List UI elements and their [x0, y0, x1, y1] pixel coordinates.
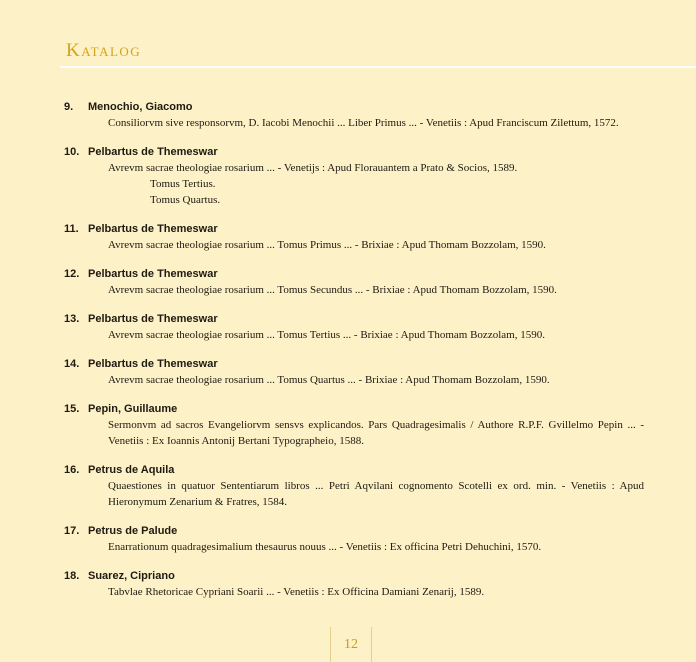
- entry-heading: [64, 356, 644, 372]
- entry-description: Consiliorvm sive responsorvm, D. Iacobi Menochii ... Liber Primus ... - Venetiis : Apud Franciscum Zilettum, 1572.: [108, 117, 619, 129]
- catalog-entry: [64, 401, 644, 449]
- entry-author: Petrus de Palude: [88, 525, 178, 537]
- entry-volume: Tomus Tertius.: [150, 178, 216, 190]
- entry-heading: [64, 401, 644, 417]
- entry-author: Pelbartus de Themeswar: [88, 223, 218, 235]
- entry-author: Pelbartus de Themeswar: [88, 358, 218, 370]
- entry-description: Sermonvm ad sacros Evangeliorvm sensvs explicandos. Pars Quadragesimalis / Authore R.P.F. Gvillelmo Pepin ... - Venetiis : Ex Ioannis Antonij Bertani Typographeio, 1588.: [108, 419, 644, 447]
- entry-number: 12.: [64, 268, 80, 280]
- entry-volume: Tomus Quartus.: [150, 194, 221, 206]
- catalog-entry: [64, 462, 644, 510]
- entry-number: 15.: [64, 403, 80, 415]
- catalog-entry: [64, 356, 644, 388]
- entry-author: Petrus de Aquila: [88, 464, 175, 476]
- catalog-entry: [64, 144, 644, 208]
- catalog-entry: [64, 523, 644, 555]
- entry-number: 13.: [64, 313, 80, 325]
- entry-number: 9.: [64, 101, 74, 113]
- entry-author: Menochio, Giacomo: [88, 101, 193, 113]
- page-number-box: [330, 627, 372, 662]
- catalog-entry: [64, 221, 644, 253]
- entry-heading: [64, 462, 644, 478]
- catalog-entries: [64, 99, 644, 613]
- entry-description: Tabvlae Rhetoricae Cypriani Soarii ... - Venetiis : Ex Officina Damiani Zenarij, 1589.: [108, 586, 485, 598]
- entry-author: Pelbartus de Themeswar: [88, 313, 218, 325]
- entry-heading: [64, 144, 644, 160]
- entry-author: Pelbartus de Themeswar: [88, 268, 218, 280]
- page-number: 12: [344, 636, 358, 652]
- entry-number: 10.: [64, 146, 80, 158]
- entry-heading: [64, 311, 644, 327]
- entry-heading: [64, 568, 644, 584]
- catalog-entry: [64, 99, 644, 131]
- entry-author: Pepin, Guillaume: [88, 403, 178, 415]
- catalog-entry: [64, 266, 644, 298]
- catalog-entry: [64, 568, 644, 600]
- entry-author: Pelbartus de Themeswar: [88, 146, 218, 158]
- entry-description: Enarrationum quadragesimalium thesaurus nouus ... - Venetiis : Ex officina Petri Dehuchini, 1570.: [108, 541, 542, 553]
- entry-heading: [64, 523, 644, 539]
- entry-description: Avrevm sacrae theologiae rosarium ... Tomus Quartus ... - Brixiae : Apud Thomam Bozzolam, 1590.: [108, 374, 550, 386]
- entry-description: Avrevm sacrae theologiae rosarium ... Tomus Secundus ... - Brixiae : Apud Thomam Bozzolam, 1590.: [108, 284, 557, 296]
- entry-description: Avrevm sacrae theologiae rosarium ... Tomus Tertius ... - Brixiae : Apud Thomam Bozzolam, 1590.: [108, 329, 545, 341]
- entry-heading: [64, 266, 644, 282]
- entry-number: 11.: [64, 223, 79, 235]
- entry-description: Quaestiones in quatuor Sententiarum libros ... Petri Aqvilani cognomento Scotelli ex ord. min. - Venetiis : Apud Hieronymum Zenarium & Fratres, 1584.: [108, 480, 644, 508]
- entry-number: 14.: [64, 358, 80, 370]
- entry-number: 18.: [64, 570, 80, 582]
- page-heading: Katalog: [66, 40, 142, 61]
- entry-heading: [64, 99, 644, 115]
- entry-number: 17.: [64, 525, 80, 537]
- entry-description: Avrevm sacrae theologiae rosarium ... - Venetijs : Apud Florauantem a Prato & Socios, 1589.: [108, 162, 518, 174]
- entry-number: 16.: [64, 464, 80, 476]
- entry-description: Avrevm sacrae theologiae rosarium ... Tomus Primus ... - Brixiae : Apud Thomam Bozzolam, 1590.: [108, 239, 546, 251]
- entry-author: Suarez, Cipriano: [88, 570, 175, 582]
- heading-rule: [60, 66, 696, 68]
- catalog-entry: [64, 311, 644, 343]
- entry-heading: [64, 221, 644, 237]
